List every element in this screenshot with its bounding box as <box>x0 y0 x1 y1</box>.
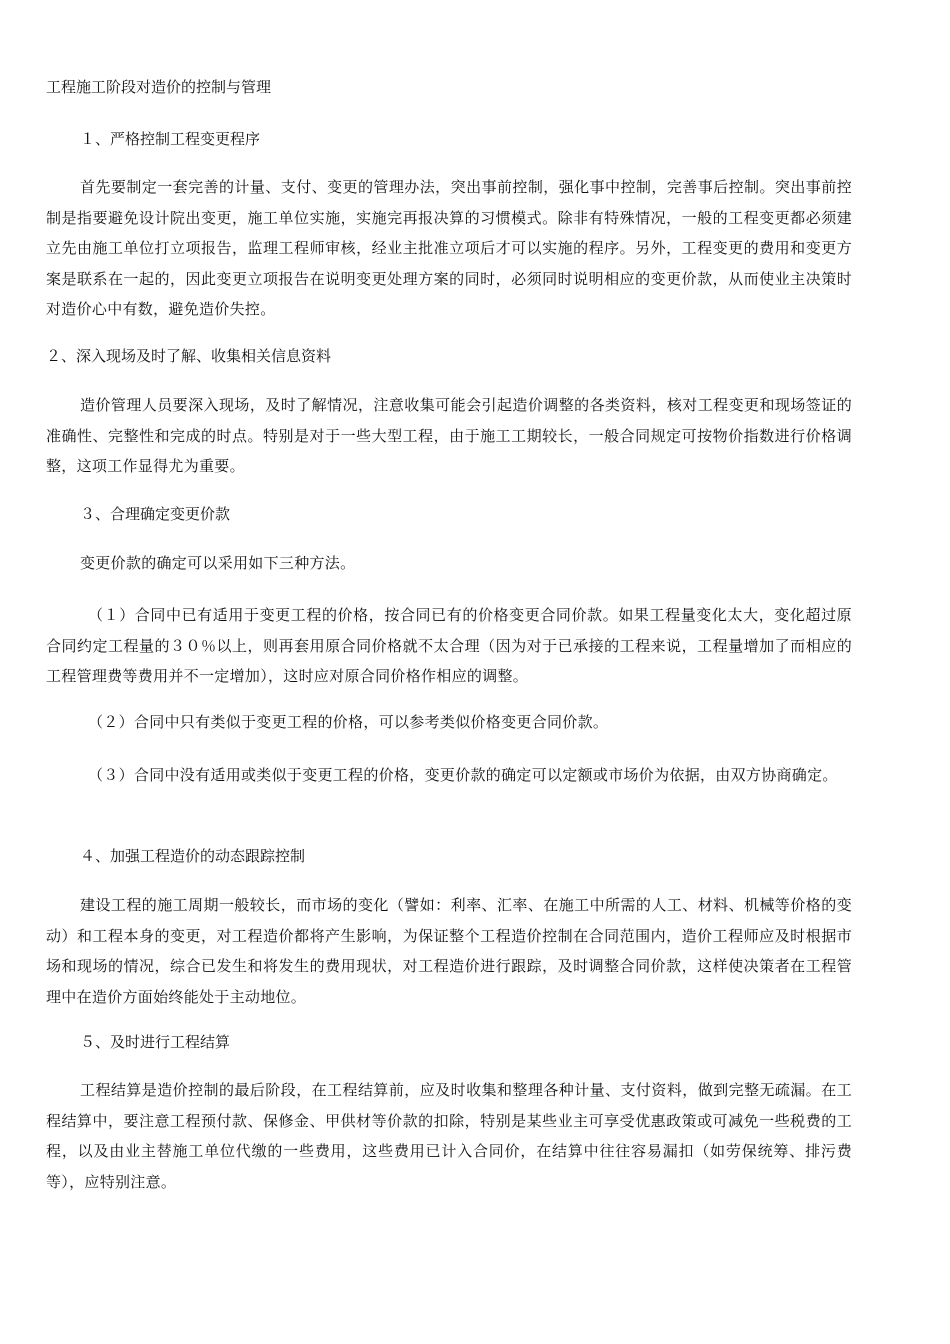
section-3-method-2: （２）合同中只有类似于变更工程的价格，可以参考类似价格变更合同价款。 <box>88 713 609 731</box>
section-5-paragraph: 工程结算是造价控制的最后阶段，在工程结算前，应及时收集和整理各种计量、支付资料，做到完整无疏漏。在工程结算中，要注意工程预付款、保修金、甲供材等价款的扣除，特别是某些业主可享受优惠政策或可减免一些税费的工程，以及由业主替施工单位代缴的一些费用，这些费用已计入合同价，在结算中往往容易漏扣（如劳保统筹、排污费等），应特别注意。 <box>46 1081 852 1191</box>
section-2-heading: ２、深入现场及时了解、收集相关信息资料 <box>46 347 332 365</box>
section-3-intro: 变更价款的确定可以采用如下三种方法。 <box>80 554 356 572</box>
section-3-heading: ３、合理确定变更价款 <box>80 505 231 523</box>
section-1-paragraph: 首先要制定一套完善的计量、支付、变更的管理办法，突出事前控制，强化事中控制，完善事后控制。突出事前控制是指要避免设计院出变更，施工单位实施，实施完再报决算的习惯模式。除非有特殊情况，一般的工程变更都必须建立先由施工单位打立项报告，监理工程师审核，经业主批准立项后才可以实施的程序。另外，工程变更的费用和变更方案是联系在一起的，因此变更立项报告在说明变更处理方案的同时，必须同时说明相应的变更价款，从而使业主决策时对造价心中有数，避免造价失控。 <box>46 178 852 318</box>
section-3-method-1: （１）合同中已有适用于变更工程的价格，按合同已有的价格变更合同价款。如果工程量变化太大，变化超过原合同约定工程量的３０％以上，则再套用原合同价格就不太合理（因为对于已承接的工程来说，工程量增加了而相应的工程管理费等费用并不一定增加），这时应对原合同价格作相应的调整。 <box>46 606 852 685</box>
section-4-heading: ４、加强工程造价的动态跟踪控制 <box>80 847 306 865</box>
section-2-paragraph: 造价管理人员要深入现场，及时了解情况，注意收集可能会引起造价调整的各类资料，核对工程变更和现场签证的准确性、完整性和完成的时点。特别是对于一些大型工程，由于施工工期较长，一般合同规定可按物价指数进行价格调整，这项工作显得尤为重要。 <box>46 396 852 475</box>
document-title: 工程施工阶段对造价的控制与管理 <box>46 78 272 96</box>
section-5-heading: ５、及时进行工程结算 <box>80 1033 231 1051</box>
section-1-heading: １、严格控制工程变更程序 <box>80 130 261 148</box>
section-4-paragraph: 建设工程的施工周期一般较长，而市场的变化（譬如：利率、汇率、在施工中所需的人工、材料、机械等价格的变动）和工程本身的变更，对工程造价都将产生影响，为保证整个工程造价控制在合同范围内，造价工程师应及时根据市场和现场的情况，综合已发生和将发生的费用现状，对工程造价进行跟踪，及时调整合同价款，这样使决策者在工程管理中在造价方面始终能处于主动地位。 <box>46 896 852 1006</box>
section-3-method-3: （３）合同中没有适用或类似于变更工程的价格，变更价款的确定可以定额或市场价为依据，由双方协商确定。 <box>88 766 838 784</box>
